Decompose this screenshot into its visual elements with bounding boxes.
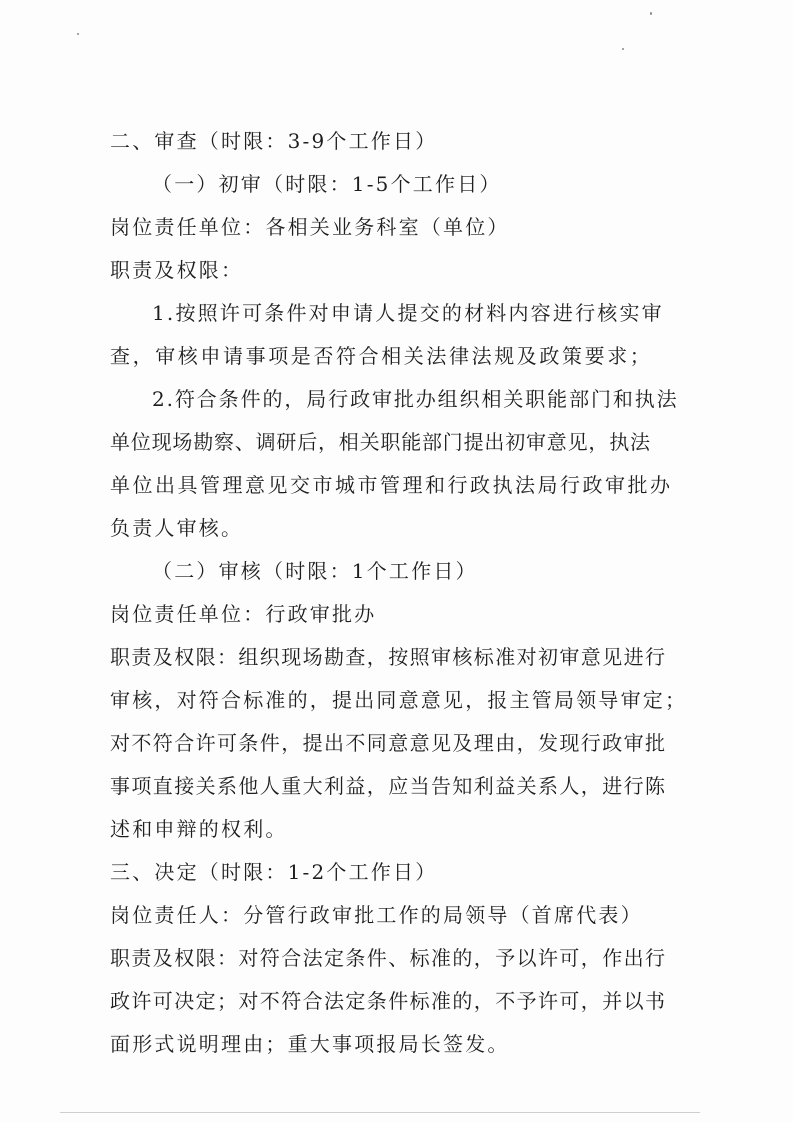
text-line: 职责及权限：组织现场勘查，按照审核标准对初审意见进行 [110, 645, 667, 669]
text-line: 面形式说明理由；重大事项报局长签发。 [110, 1032, 510, 1056]
text-line: 岗位责任单位：行政审批办 [110, 602, 377, 626]
text-line: 岗位责任单位：各相关业务科室（单位） [110, 215, 510, 239]
subsection-heading-approval-review: （二）审核（时限：1个工作日） [152, 559, 478, 583]
scan-edge [60, 1112, 700, 1113]
text-line: 查，审核申请事项是否符合相关法律法规及政策要求； [110, 344, 653, 368]
text-line: 1.按照许可条件对申请人提交的材料内容进行核实审 [152, 301, 664, 325]
scan-speck [622, 48, 624, 50]
text-line: 对不符合许可条件，提出不同意意见及理由，发现行政审批 [110, 731, 667, 755]
text-line: 职责及权限：对符合法定条件、标准的，予以许可，作出行 [110, 946, 667, 970]
text-line: 述和申辩的权利。 [110, 817, 288, 841]
section-heading-decision: 三、决定（时限：1-2个工作日） [110, 860, 438, 884]
text-line: 审核，对符合标准的，提出同意意见，报主管局领导审定； [110, 688, 688, 712]
text-line: 单位出具管理意见交市城市管理和行政执法局行政审批办 [110, 473, 673, 497]
text-line: 负责人审核。 [110, 516, 244, 540]
text-line: 事项直接关系他人重大利益，应当告知利益关系人，进行陈 [110, 774, 667, 798]
subsection-heading-initial-review: （一）初审（时限：1-5个工作日） [152, 172, 502, 196]
scan-speck [77, 33, 79, 35]
text-line: 职责及权限： [110, 258, 244, 282]
section-heading-review: 二、审查（时限：3-9个工作日） [110, 129, 438, 153]
text-line: 2.符合条件的，局行政审批办组织相关职能部门和执法 [152, 387, 679, 411]
text-line: 单位现场勘察、调研后，相关职能部门提出初审意见，执法 [110, 430, 651, 454]
scan-speck [650, 12, 652, 15]
text-line: 政许可决定；对不符合法定条件标准的，不予许可，并以书 [110, 989, 667, 1013]
text-line: 岗位责任人：分管行政审批工作的局领导（首席代表） [110, 903, 643, 927]
